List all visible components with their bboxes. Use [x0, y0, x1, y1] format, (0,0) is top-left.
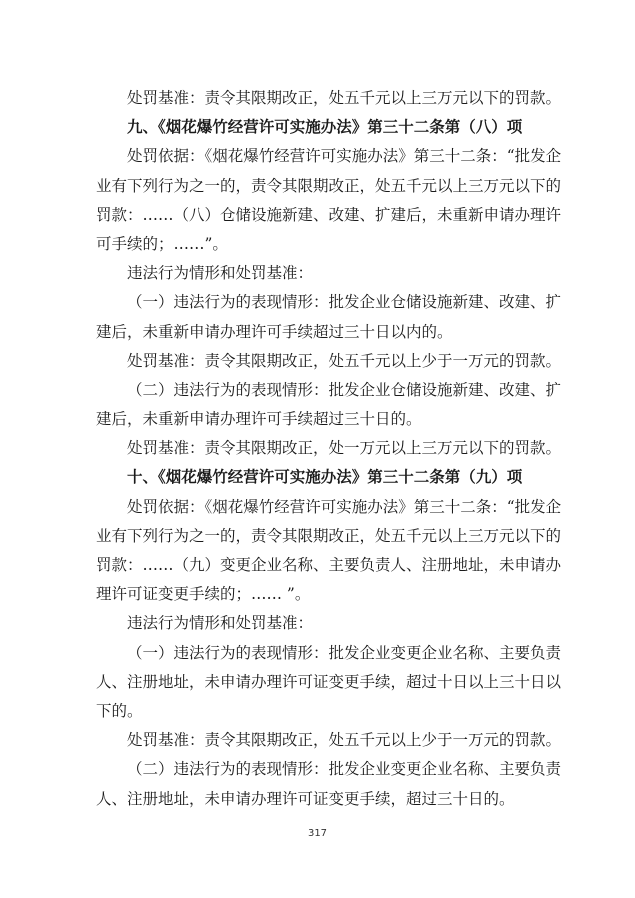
penalty-basis-line: 处罚依据：《烟花爆竹经营许可实施办法》第三十二条：“批发企 — [127, 147, 562, 166]
body-text-line: 罚款：……（九）变更企业名称、主要负责人、注册地址，未申请办 — [96, 556, 562, 574]
penalty-standard-line: 处罚基准：责令其限期改正，处五千元以上少于一万元的罚款。 — [127, 731, 562, 750]
violation-circumstances-heading: 违法行为情形和处罚基准： — [127, 614, 314, 633]
body-text-line: 建后，未重新申请办理许可手续超过三十日的。 — [96, 410, 422, 429]
section-heading-nine: 九、《烟花爆竹经营许可实施办法》第三十二条第（八）项 — [127, 118, 523, 137]
body-text-line: 人、注册地址，未申请办理许可证变更手续，超过十日以上三十日以 — [96, 672, 562, 691]
penalty-standard-line: 处罚基准：责令其限期改正，处五千元以上三万元以下的罚款。 — [127, 89, 562, 107]
body-text-line: 可手续的；……”。 — [96, 234, 228, 253]
penalty-standard-line: 处罚基准：责令其限期改正，处一万元以上三万元以下的罚款。 — [127, 439, 562, 458]
penalty-standard-line: 处罚基准：责令其限期改正，处五千元以上少于一万元的罚款。 — [127, 351, 562, 370]
violation-circumstances-heading: 违法行为情形和处罚基准： — [127, 264, 314, 283]
body-text-line: 业有下列行为之一的，责令其限期改正，处五千元以上三万元以下的 — [96, 526, 562, 545]
body-text-line: 人、注册地址，未申请办理许可证变更手续，超过三十日的。 — [96, 789, 515, 808]
circumstance-one-line: （一）违法行为的表现情形：批发企业仓储设施新建、改建、扩 — [127, 293, 562, 312]
circumstance-two-line: （二）违法行为的表现情形：批发企业变更企业名称、主要负责 — [127, 760, 562, 779]
circumstance-two-line: （二）违法行为的表现情形：批发企业仓储设施新建、改建、扩 — [127, 380, 562, 399]
penalty-basis-line: 处罚依据：《烟花爆竹经营许可实施办法》第三十二条：“批发企 — [127, 497, 562, 516]
body-text-line: 下的。 — [96, 701, 143, 720]
body-text-line: 罚款：……（八）仓储设施新建、改建、扩建后，未重新申请办理许 — [96, 205, 562, 224]
body-text-line: 理许可证变更手续的；…… ”。 — [96, 585, 311, 604]
body-text-line: 建后，未重新申请办理许可手续超过三十日以内的。 — [96, 322, 453, 341]
section-heading-ten: 十、《烟花爆竹经营许可实施办法》第三十二条第（九）项 — [127, 468, 523, 487]
body-text-line: 业有下列行为之一的，责令其限期改正，处五千元以上三万元以下的 — [96, 176, 562, 195]
document-body — [96, 84, 562, 814]
page-number: 317 — [307, 828, 328, 839]
circumstance-one-line: （一）违法行为的表现情形：批发企业变更企业名称、主要负责 — [127, 643, 562, 662]
